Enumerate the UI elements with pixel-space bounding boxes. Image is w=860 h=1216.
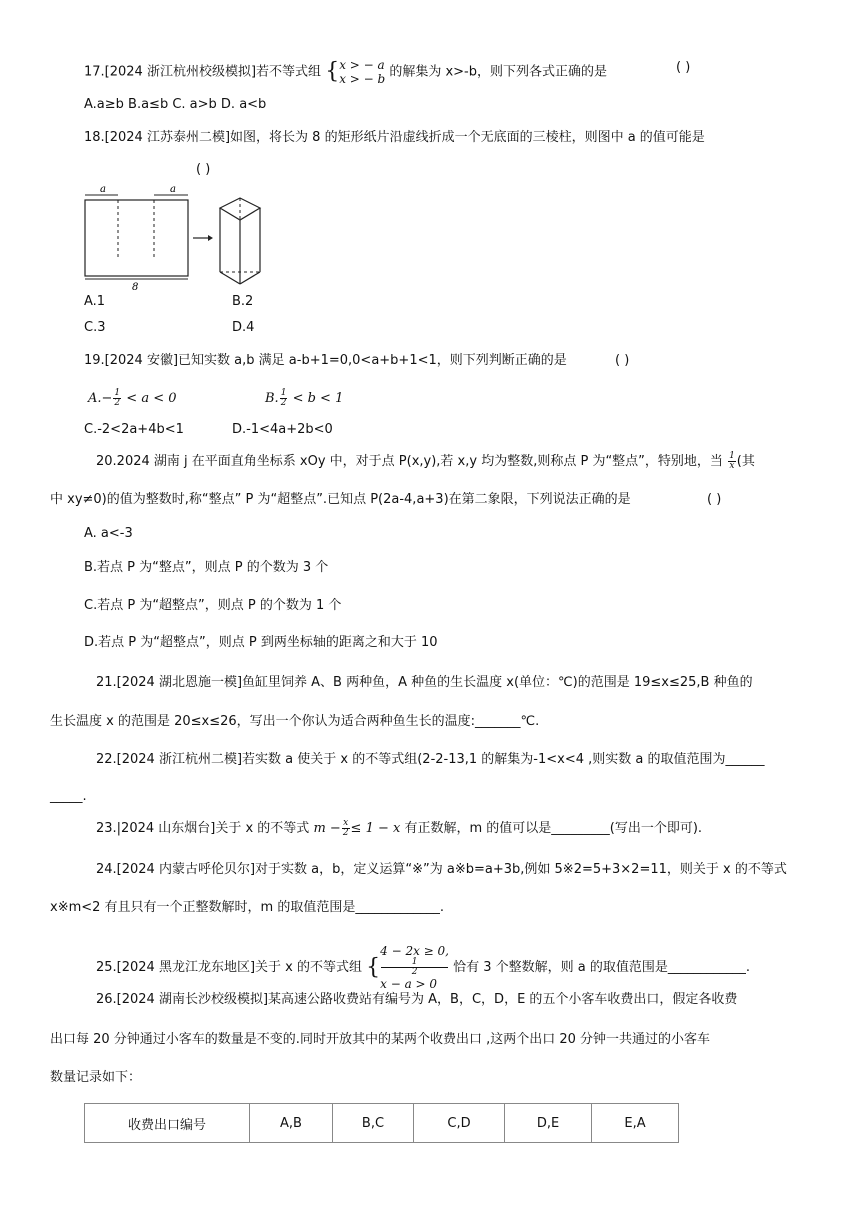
- prism-figure: [80, 180, 280, 290]
- q22-line2: _____.: [50, 789, 87, 804]
- q20-option-b: B.若点 P 为“整点”，则点 P 的个数为 3 个: [84, 560, 329, 575]
- q20-paren: ( ): [707, 492, 722, 507]
- q26-line3: 数量记录如下：: [50, 1070, 142, 1085]
- q23-frac: $\frac{x}{2}$: [342, 818, 349, 838]
- fig-label-a1: a: [100, 184, 106, 195]
- table-header-cell: 收费出口编号: [85, 1104, 250, 1143]
- q18-option-c: C.3: [84, 320, 106, 335]
- q20-option-c: C.若点 P 为“超整点”，则点 P 的个数为 1 个: [84, 598, 342, 613]
- q26-line2: 出口每 20 分钟通过小客车的数量是不变的.同时开放其中的某两个收费出口 ,这两个出口 20 分钟一共通过的小客车: [50, 1032, 711, 1047]
- q17-stem: 17.[2024 浙江杭州校级模拟]若不等式组 { x > − a x > − b 的解集为 x>-b，则下列各式正确的是: [84, 58, 608, 86]
- q22-line1: 22.[2024 浙江杭州二模]若实数 a 使关于 x 的不等式组(2-2-13,1 的解集为-1<x<4 ,则实数 a 的取值范围为______: [96, 752, 765, 767]
- q18-option-b: B.2: [232, 294, 254, 309]
- q19-frac-b: $\frac{1}{2}$: [280, 388, 287, 408]
- q26-line1: 26.[2024 湖南长沙校级模拟]某高速公路收费站有编号为 A，B，C，D，E 的五个小客车收费出口，假定各收费: [96, 992, 738, 1007]
- q21-line1: 21.[2024 湖北恩施一模]鱼缸里饲养 A、B 两种鱼，A 种鱼的生长温度 x(单位：℃)的范围是 19≤x≤25,B 种鱼的: [96, 675, 753, 690]
- toll-table: [84, 1103, 679, 1143]
- q18-option-a: A.1: [84, 294, 106, 309]
- q19-frac-a: $\frac{1}{2}$: [114, 388, 121, 408]
- q20-line2: 中 xy≠0)的值为整数时,称“整点” P 为“超整点”.已知点 P(2a-4,a+3)在第二象限，下列说法正确的是: [50, 492, 631, 507]
- table-cell: D,E: [505, 1104, 592, 1143]
- q17-system: x > − a x > − b: [339, 58, 386, 86]
- q18-option-d: D.4: [232, 320, 255, 335]
- q19-stem: 19.[2024 安徽]已知实数 a,b 满足 a-b+1=0,0<a+b+1<1，则下列判断正确的是: [84, 353, 567, 368]
- q17-paren: ( ): [676, 60, 691, 75]
- table-cell: C,D: [414, 1104, 505, 1143]
- q19-option-d: D.-1<4a+2b<0: [232, 422, 333, 437]
- q20-frac: $\frac{1}{x}$: [729, 451, 735, 471]
- q21-line2: 生长温度 x 的范围是 20≤x≤26，写出一个你认为适合两种鱼生长的温度:_______℃.: [50, 714, 540, 729]
- q19-option-a: A.− $\frac{1}{2}$ < a < 0: [88, 388, 177, 408]
- table-row: [85, 1104, 679, 1143]
- table-cell: A,B: [250, 1104, 333, 1143]
- brace-icon: {: [366, 954, 381, 980]
- fig-label-8: 8: [132, 282, 139, 290]
- q17-options: A.a≥b B.a≤b C. a>b D. a<b: [84, 97, 267, 112]
- q25-stem: 25.[2024 黑龙江龙东地区]关于 x 的不等式组 { 4 − 2x ≥ 0, 1 2 x − a > 0 恰有 3 个整数解，则 a 的取值范围是____________.: [96, 944, 751, 991]
- q19-paren: ( ): [615, 353, 630, 368]
- brace-icon: {: [325, 59, 340, 84]
- q18-paren: ( ): [196, 162, 211, 177]
- q24-line2: x※m<2 有且只有一个正整数解时，m 的取值范围是_____________.: [50, 900, 444, 915]
- q23-stem: 23.|2024 山东烟台]关于 x 的不等式 m − $\frac{x}{2}$ ≤ 1 − x 有正数解，m 的值可以是_________(写出一个即可).: [96, 818, 703, 838]
- q18-stem: 18.[2024 江苏泰州二模]如图，将长为 8 的矩形纸片沿虚线折成一个无底面的三棱柱，则图中 a 的值可能是: [84, 130, 705, 145]
- fig-label-a2: a: [170, 184, 176, 195]
- q24-line1: 24.[2024 内蒙古呼伦贝尔]对于实数 a，b，定义运算“※”为 a※b=a+3b,例如 5※2=5+3×2=11，则关于 x 的不等式: [96, 862, 787, 877]
- table-cell: B,C: [333, 1104, 414, 1143]
- q19-option-b: B. $\frac{1}{2}$ < b < 1: [265, 388, 344, 408]
- table-cell: E,A: [592, 1104, 679, 1143]
- q19-option-c: C.-2<2a+4b<1: [84, 422, 184, 437]
- q25-system: 4 − 2x ≥ 0, 1 2 x − a > 0: [380, 944, 449, 991]
- q20-line1: 20.2024 湖南 j 在平面直角坐标系 xOy 中，对于点 P(x,y),若 x,y 均为整数,则称点 P 为“整点”，特别地，当 $\frac{1}{x}$ (其: [96, 451, 755, 471]
- q20-option-d: D.若点 P 为“超整点”，则点 P 到两坐标轴的距离之和大于 10: [84, 635, 438, 650]
- q20-option-a: A. a<-3: [84, 526, 133, 541]
